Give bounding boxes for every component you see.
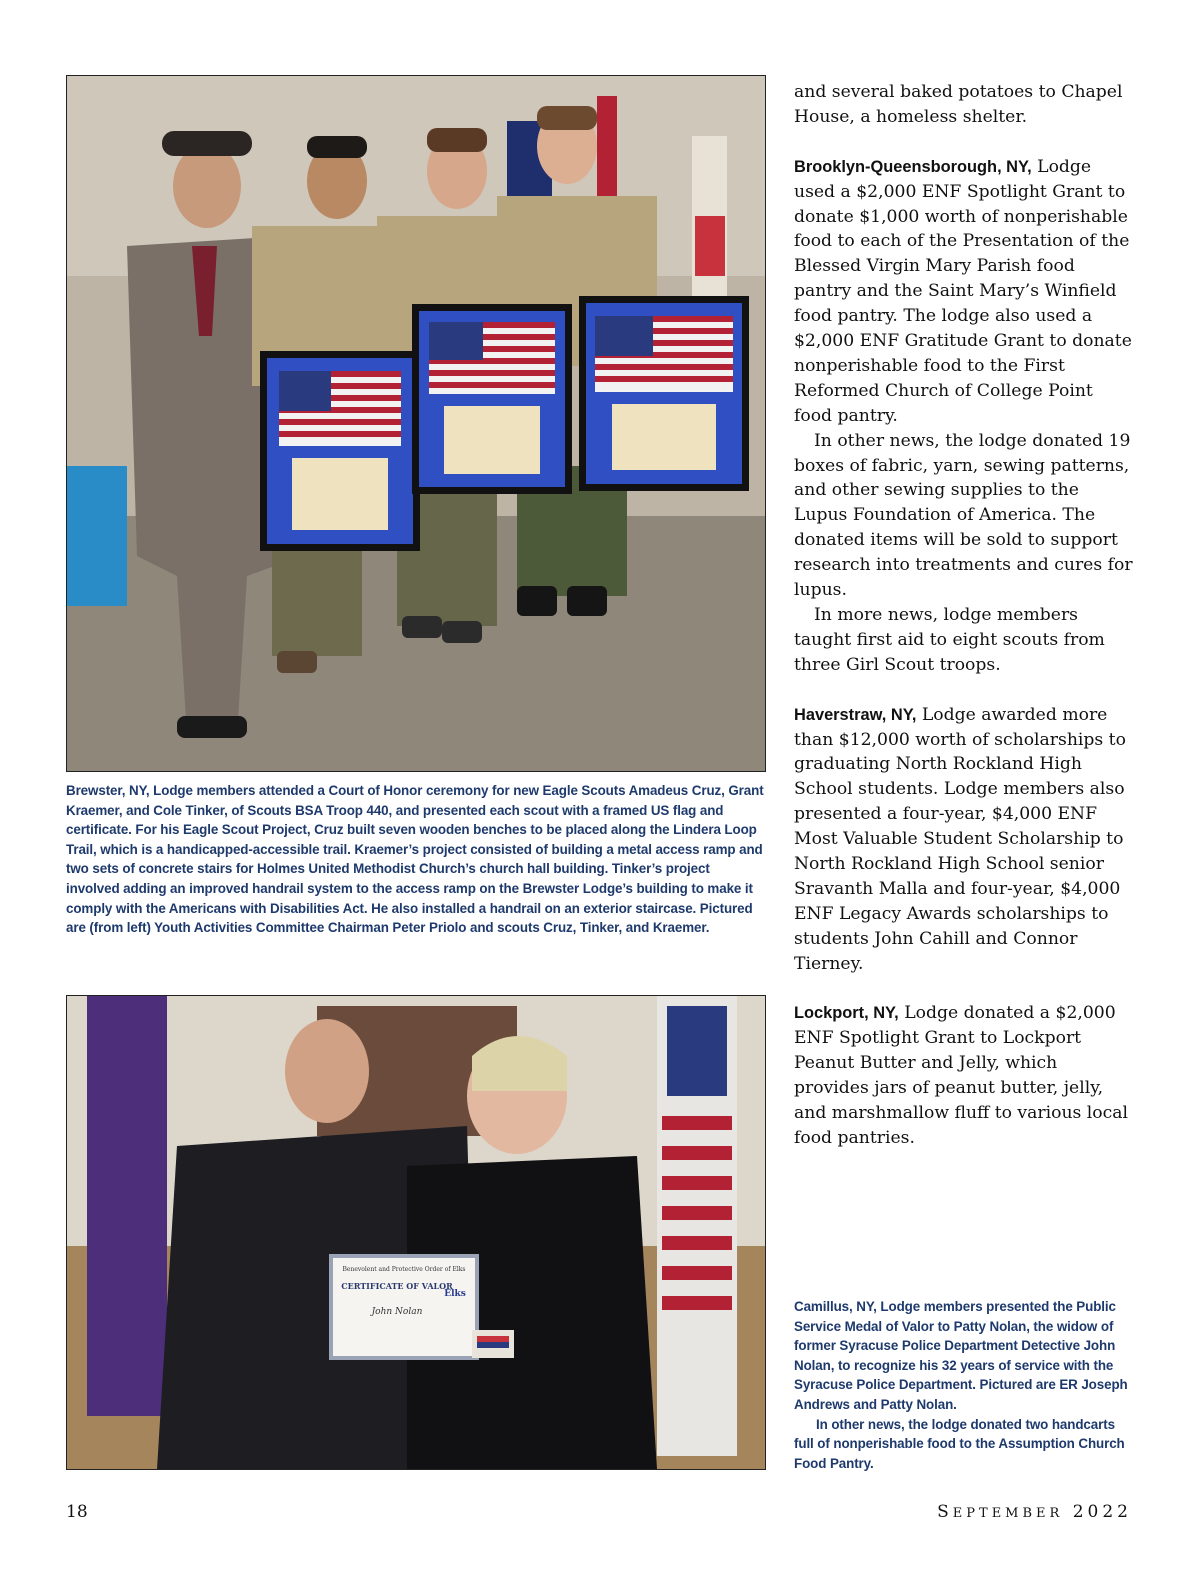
caption-brewster — [66, 781, 766, 938]
photo-eagle-scouts-illustration — [67, 76, 765, 771]
body-intro: and several baked potatoes to Chapel House, a homeless shelter. — [794, 82, 1123, 127]
photo-certificate-illustration — [67, 996, 765, 1469]
certificate-org: Benevolent and Protective Order of Elks — [342, 1266, 466, 1273]
article-body-column — [794, 80, 1134, 1151]
certificate-name: John Nolan — [371, 1307, 423, 1317]
brooklyn-lead: Brooklyn-Queensborough, NY, — [794, 157, 1032, 176]
caption-camillus-lead: Camillus, NY, — [794, 1299, 877, 1314]
haverstraw-paragraph — [794, 703, 1134, 977]
certificate-title: CERTIFICATE OF VALOR — [341, 1281, 453, 1291]
lockport-text: Lodge donated a $2,000 ENF Spotlight Grant to Lockport Peanut Butter and Jelly, which provides jars of peanut butter, jelly, and marshmallow fluff to various local food pantries. — [794, 1003, 1129, 1149]
page-number: 18 — [66, 1502, 88, 1522]
framed-flag-center — [412, 304, 572, 494]
framed-flag-right — [579, 296, 749, 491]
issue-date — [937, 1502, 1132, 1522]
issue-year: 2022 — [1072, 1502, 1132, 1522]
caption-brewster-text: Lodge members attended a Court of Honor ceremony for new Eagle Scouts Amadeus Cruz, Grant Kraemer, and Cole Tinker, of Scouts BSA Troop 440, and presented each scout with a framed US flag and certificate. For his Eagle Scout Project, Cruz built seven wooden benches to be placed along the Lindera Loop Trail, which is a handicapped-accessible trail. Kraemer’s project consisted of building a metal access ramp and two sets of concrete stairs for Holmes United Methodist Church’s church hall building. Tinker’s project involved adding an improved handrail system to the access ramp on the Brewster Lodge’s building to make it comply with the Americans with Disabilities Act. He also installed a handrail on an exterior staircase. Pictured are (from left) Youth Activities Committee Chairman Peter Priolo and scouts Cruz, Tinker, and Kraemer. — [66, 783, 764, 936]
caption-camillus — [794, 1297, 1134, 1473]
lockport-lead: Lockport, NY, — [794, 1004, 899, 1023]
photo-certificate-of-valor — [66, 995, 766, 1470]
caption-camillus-text2: In other news, the lodge donated two handcarts full of nonperishable food to the Assumption Church Food Pantry. — [794, 1416, 1125, 1471]
certificate-of-valor — [329, 1254, 479, 1360]
photo-eagle-scouts — [66, 75, 766, 772]
framed-flag-left — [260, 351, 420, 551]
haverstraw-text: Lodge awarded more than $12,000 worth of scholarships to graduating North Rockland High School students. Lodge members also presented a four-year, $4,000 ENF Most Valuable Student Scholarship to North Rockland High School senior Sravanth Malla and four-year, $4,000 ENF Legacy Awards scholarships to students John Cahill and Connor Tierney. — [794, 704, 1126, 974]
brooklyn-paragraph — [794, 155, 1134, 429]
brooklyn-paragraph-3: In more news, lodge members taught first aid to eight scouts from three Girl Scout troops. — [794, 605, 1105, 675]
issue-month-initial: S — [937, 1502, 953, 1522]
brooklyn-text: Lodge used a $2,000 ENF Spotlight Grant to donate $1,000 worth of nonperishable food to each of the Presentation of the Blessed Virgin Mary Parish food pantry and the Saint Mary’s Winfield food pantry. The lodge also used a $2,000 ENF Gratitude Grant to donate nonperishable food to the First Reformed Church of College Point food pantry. — [794, 156, 1132, 426]
lockport-paragraph — [794, 1001, 1134, 1150]
elks-logo: Elks — [444, 1289, 466, 1299]
caption-camillus-text: Lodge members presented the Public Service Medal of Valor to Patty Nolan, the widow of former Syracuse Police Department Detective John Nolan, to recognize his 32 years of service with the Syracuse Police Department. Pictured are ER Joseph Andrews and Patty Nolan. — [794, 1299, 1128, 1412]
haverstraw-lead: Haverstraw, NY, — [794, 705, 917, 724]
issue-month-rest: EPTEMBER — [952, 1506, 1064, 1521]
brooklyn-paragraph-2: In other news, the lodge donated 19 boxes of fabric, yarn, sewing patterns, and other sewing supplies to the Lupus Foundation of America. The donated items will be sold to support research into treatments and cures for lupus. — [794, 430, 1133, 601]
caption-brewster-lead: Brewster, NY, — [66, 783, 150, 798]
